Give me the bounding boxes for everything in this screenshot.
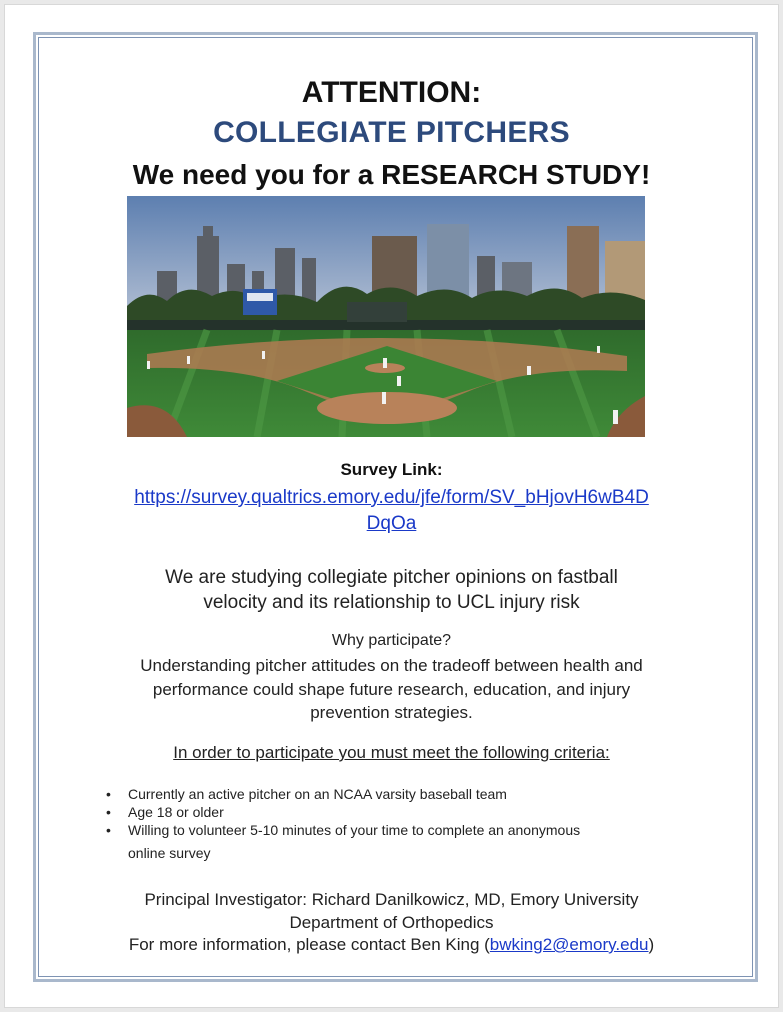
list-item (104, 803, 704, 821)
survey-link[interactable]: https://survey.qualtrics.emory.edu/jfe/form/SV_bHjovH6wB4D (134, 487, 649, 508)
list-item (104, 821, 704, 839)
criteria-list (104, 785, 704, 862)
department: Department of Orthopedics (289, 913, 494, 932)
why-participate-text: Understanding pitcher attitudes on the tradeoff between health and (140, 656, 643, 675)
why-participate-text: prevention strategies. (310, 703, 473, 722)
survey-link-continued[interactable]: DqOa (366, 513, 417, 534)
contact-prefix: For more information, please contact Ben King ( (128, 935, 490, 954)
study-description-line: velocity and its relationship to UCL injury risk (203, 592, 580, 613)
criteria-item: online survey (128, 845, 211, 861)
survey-label: Survey Link: (340, 460, 443, 479)
research-call-heading: We need you for a RESEARCH STUDY! (132, 159, 651, 190)
criteria-item: Currently an active pitcher on an NCAA varsity baseball team (128, 786, 507, 802)
contact-suffix: ) (648, 935, 655, 954)
contact-email-link[interactable]: bwking2@emory.edu (489, 935, 649, 954)
principal-investigator: Principal Investigator: Richard Danilkowicz, MD, Emory University (144, 890, 639, 909)
why-participate-heading: Why participate? (331, 632, 452, 649)
attention-heading: ATTENTION: (301, 76, 482, 109)
criteria-item: Willing to volunteer 5-10 minutes of your time to complete an anonymous (128, 822, 581, 838)
criteria-item: Age 18 or older (128, 804, 224, 820)
list-item (104, 785, 704, 803)
audience-heading: COLLEGIATE PITCHERS (213, 116, 570, 149)
bullet-icon: • (106, 822, 111, 838)
contact-info (0, 935, 783, 955)
criteria-heading: In order to participate you must meet the following criteria: (173, 743, 610, 762)
baseball-stadium-photo (127, 196, 645, 437)
bullet-icon: • (106, 804, 111, 820)
list-item-continued (104, 844, 704, 862)
bullet-icon: • (106, 786, 111, 802)
why-participate-text: performance could shape future research, education, and injury (152, 680, 631, 699)
study-description-line: We are studying collegiate pitcher opinions on fastball (165, 567, 618, 588)
